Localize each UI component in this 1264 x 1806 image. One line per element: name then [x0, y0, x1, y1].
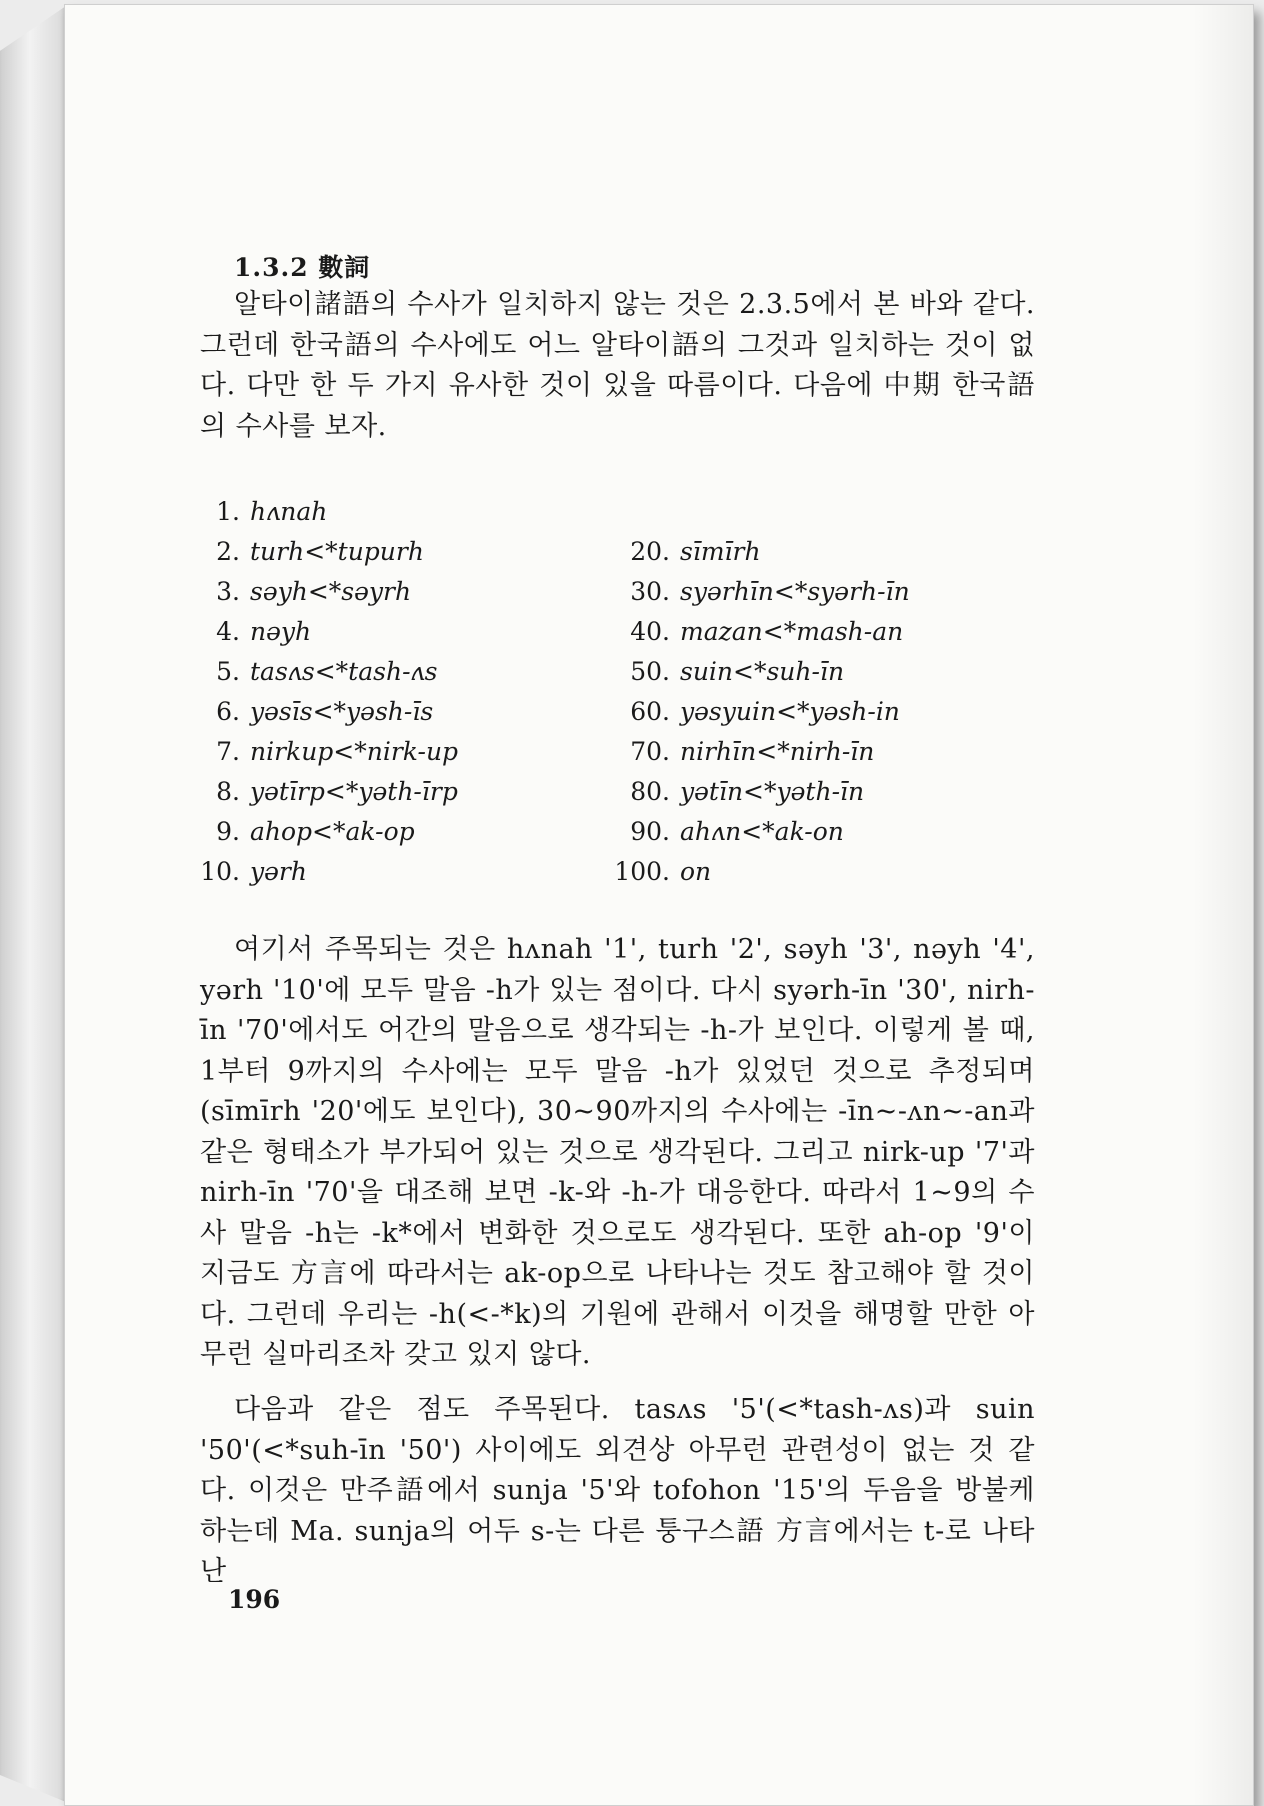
numeral-row — [608, 772, 864, 812]
numeral-form: on — [680, 857, 712, 886]
numeral-row — [608, 852, 711, 892]
numeral-row — [178, 812, 415, 852]
numeral-form: sīmīrh — [680, 537, 761, 566]
numeral-row — [608, 612, 903, 652]
numeral-form: turh<*tupurh — [250, 537, 424, 566]
numeral-number: 40. — [630, 617, 670, 646]
paragraph-continuation: 다음과 같은 점도 주목된다. tasʌs '5'(<*tash-ʌs)과 suin '50'(<*suh-īn '50') 사이에도 외견상 아무런 관련성이 없는 것 같다. 이것은 만주語에서 sunja '5'와 tofohon '15'의 두음을 방불케 하는데 Ma. sunja의 어두 s-는 다른 퉁구스語 方言에서는 t-로 나타난 — [200, 1394, 1035, 1587]
numeral-number: 60. — [630, 697, 670, 726]
numeral-form: syərhīn<*syərh-īn — [680, 577, 910, 606]
numeral-row — [178, 732, 458, 772]
numeral-number: 80. — [630, 777, 670, 806]
paragraph-analysis: 여기서 주목되는 것은 hʌnah '1', turh '2', səyh '3', nəyh '4', yərh '10'에 모두 말음 -h가 있는 점이다. 다시 syərh-īn '30', nirh-īn '70'에서도 어간의 말음으로 생각되는 -h-가 보인다. 이렇게 볼 때, 1부터 9까지의 수사에는 모두 말음 -h가 있었던 것으로 추정되며 (sīmīrh '20'에도 보인다), 30~90까지의 수사에는 -īn~-ʌn~-an과 같은 형태소가 부가되어 있는 것으로 생각된다. 그리고 nirk-up '7'과 nirh-īn '70'을 대조해 보면 -k-와 -h-가 대응한다. 따라서 1~9의 수사 말음 -h는 -k*에서 변화한 것으로도 생각된다. 또한 ah-op '9'이 지금도 方言에 따라서는 ak-op으로 나타나는 것도 참고해야 할 것이다. 그런데 우리는 -h(<-*k)의 기원에 관해서 이것을 해명할 만한 아무런 실마리조차 갖고 있지 않다. — [200, 934, 1035, 1370]
numeral-row — [608, 812, 844, 852]
numeral-row — [608, 652, 844, 692]
numeral-form: nirkup<*nirk-up — [250, 737, 459, 766]
numeral-list — [0, 492, 1188, 892]
numeral-form: yəsyuin<*yəsh-in — [680, 697, 900, 726]
numeral-row — [608, 572, 910, 612]
numeral-row — [178, 532, 424, 572]
numeral-number: 9. — [216, 817, 240, 846]
numeral-form: yəsīs<*yəsh-īs — [250, 697, 434, 726]
numeral-form: səyh<*səyrh — [250, 577, 412, 606]
numeral-number: 30. — [630, 577, 670, 606]
numeral-form: suin<*suh-īn — [680, 657, 845, 686]
numeral-row — [608, 732, 874, 772]
numeral-number: 5. — [216, 657, 240, 686]
numeral-number: 90. — [630, 817, 670, 846]
numeral-form: tasʌs<*tash-ʌs — [250, 657, 438, 686]
numeral-number: 7. — [216, 737, 240, 766]
numeral-number: 4. — [216, 617, 240, 646]
paragraph-intro: 알타이諸語의 수사가 일치하지 않는 것은 2.3.5에서 본 바와 같다. 그런데 한국語의 수사에도 어느 알타이語의 그것과 일치하는 것이 없다. 다만 한 두 가지 유사한 것이 있을 따름이다. 다음에 中期 한국語의 수사를 보자. — [200, 289, 1035, 442]
numeral-form: mazan<*mash-an — [680, 617, 904, 646]
numeral-row — [608, 532, 761, 572]
numeral-row — [178, 492, 327, 532]
numeral-number: 20. — [630, 537, 670, 566]
numeral-form: ahop<*ak-op — [250, 817, 415, 846]
page-edge-shadow — [1193, 5, 1253, 1805]
numeral-form: yətīn<*yəth-īn — [680, 777, 865, 806]
page-number: 196 — [228, 1585, 281, 1614]
numeral-number: 100. — [614, 857, 670, 886]
numeral-number: 8. — [216, 777, 240, 806]
numeral-number: 1. — [216, 497, 240, 526]
book-spine — [0, 6, 66, 1802]
numeral-number: 2. — [216, 537, 240, 566]
numeral-form: yətīrp<*yəth-īrp — [250, 777, 458, 806]
numeral-form: nirhīn<*nirh-īn — [680, 737, 875, 766]
numeral-number: 70. — [630, 737, 670, 766]
numeral-row — [178, 572, 411, 612]
numeral-number: 3. — [216, 577, 240, 606]
numeral-number: 10. — [200, 857, 240, 886]
numeral-row — [608, 692, 900, 732]
numeral-row — [178, 692, 433, 732]
numeral-number: 50. — [630, 657, 670, 686]
numeral-row — [178, 612, 311, 652]
numeral-form: yərh — [250, 857, 307, 886]
section-heading: 1.3.2 數詞 — [234, 253, 371, 282]
numeral-row — [178, 772, 458, 812]
numeral-form: hʌnah — [250, 497, 328, 526]
numeral-number: 6. — [216, 697, 240, 726]
numeral-row — [178, 852, 307, 892]
numeral-form: ahʌn<*ak-on — [680, 817, 844, 846]
numeral-row — [178, 652, 437, 692]
numeral-form: nəyh — [250, 617, 312, 646]
